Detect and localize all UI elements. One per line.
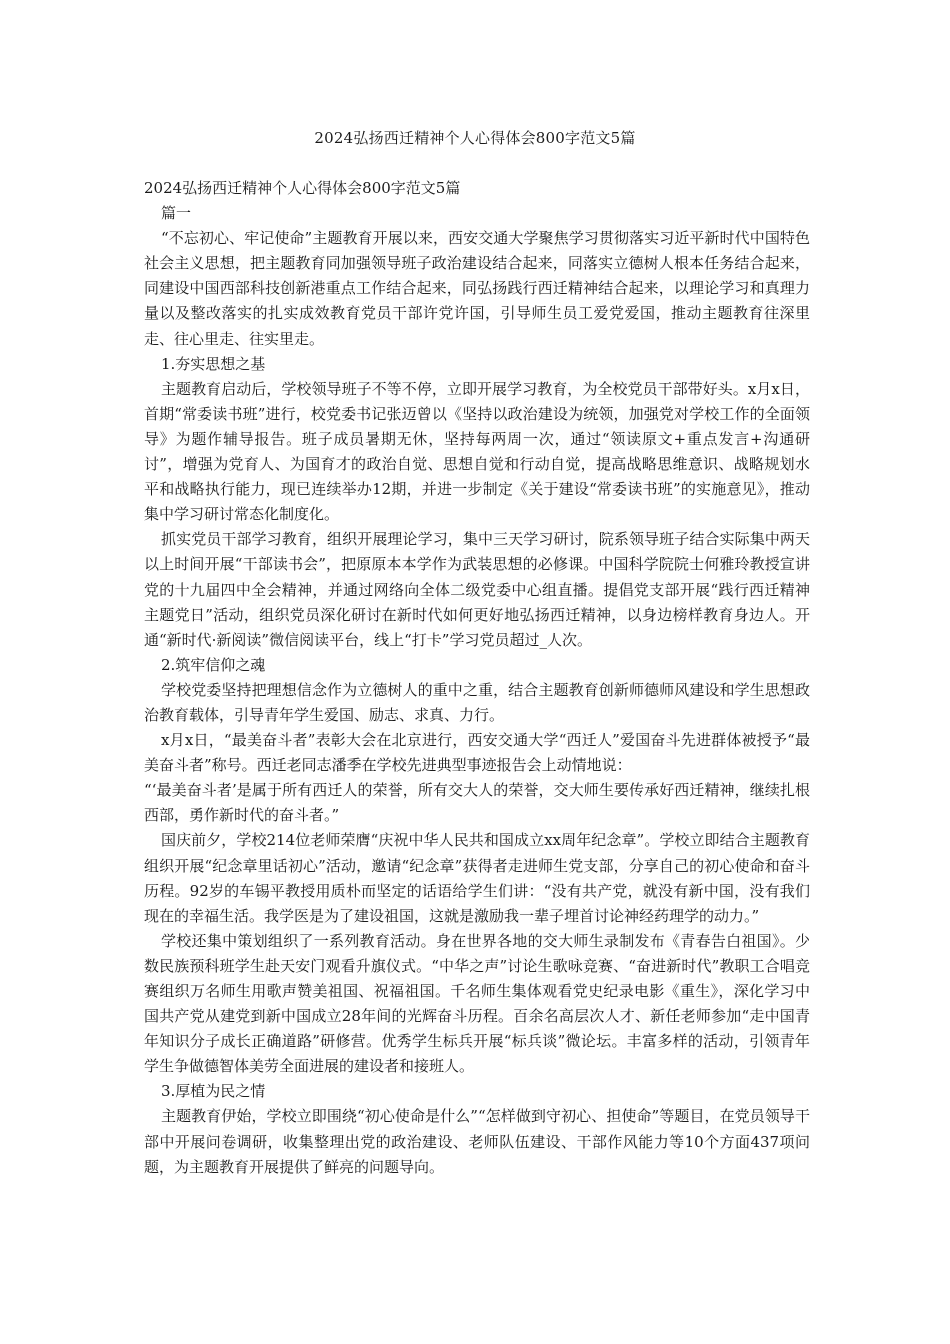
paragraph: 主题教育伊始，学校立即围绕“初心使命是什么”“怎样做到守初心、担使命”等题目，在党员领导干部中开展问卷调研，收集整理出党的政治建设、老师队伍建设、干部作风能力等10个方面437项问题，为主题教育开展提供了鲜亮的问题导向。 — [144, 1107, 810, 1176]
quote-paragraph: “‘最美奋斗者’是属于所有西迁人的荣誉，所有交大人的荣誉，交大师生要传承好西迁精神，继续扎根西部，勇作新时代的奋斗者。” — [144, 781, 810, 825]
paragraph: 学校党委坚持把理想信念作为立德树人的重中之重，结合主题教育创新师德师风建设和学生思想政治教育载体，引导青年学生爱国、励志、求真、力行。 — [144, 680, 810, 724]
paragraph: 主题教育启动后，学校领导班子不等不停，立即开展学习教育，为全校党员干部带好头。x月x日，首期“常委读书班”进行，校党委书记张迈曾以《坚持以政治建设为统领，加强党对学校工作的全面领导》为题作辅导报告。班子成员暑期无休，坚持每两周一次，通过“领读原文+重点发言+沟通研讨”，增强为党育人、为国育才的政治自觉、思想自觉和行动自觉，提高战略思维意识、战略规划水平和战略执行能力，现已连续举办12期，并进一步制定《关于建设“常委读书班”的实施意见》，推动集中学习研讨常态化制度化。 — [144, 379, 810, 524]
paragraph: 抓实党员干部学习教育，组织开展理论学习，集中三天学习研讨，院系领导班子结合实际集中两天以上时间开展“干部读书会”，把原原本本学作为武装思想的必修课。中国科学院院士何雅玲教授宣讲党的十九届四中全会精神，并通过网络向全体二级党委中心组直播。提倡党支部开展“践行西迁精神主题党日”活动，组织党员深化研讨在新时代如何更好地弘扬西迁精神，以身边榜样教育身边人。开通“新时代·新阅读”微信阅读平台，线上“打卡”学习党员超过_人次。 — [144, 530, 810, 649]
subheading: 2.筑牢信仰之魂 — [161, 655, 266, 674]
section-heading: 篇一 — [161, 204, 192, 223]
paragraph: “不忘初心、牢记使命”主题教育开展以来，西安交通大学聚焦学习贯彻落实习近平新时代中国特色社会主义思想，把主题教育同加强领导班子政治建设结合起来，同落实立德树人根本任务结合起来，同建设中国西部科技创新港重点工作结合起来，同弘扬践行西迁精神结合起来，以理论学习和真理力量以及整改落实的扎实成效教育党员干部许党许国，引导师生员工爱党爱国，推动主题教育往深里走、往心里走、往实里走。 — [144, 229, 810, 348]
paragraph: 国庆前夕，学校214位老师荣膺“庆祝中华人民共和国成立xx周年纪念章”。学校立即结合主题教育组织开展“纪念章里话初心”活动，邀请“纪念章”获得者走进师生党支部，分享自己的初心使命和奋斗历程。92岁的车锡平教授用质朴而坚定的话语给学生们讲：“没有共产党，就没有新中国，没有我们现在的幸福生活。我学医是为了建设祖国，这就是激励我一辈子埋首讨论神经药理学的动力。” — [144, 831, 810, 925]
page-title: 2024弘扬西迁精神个人心得体会800字范文5篇 — [314, 129, 636, 147]
document-subtitle: 2024弘扬西迁精神个人心得体会800字范文5篇 — [144, 179, 461, 197]
paragraph: 学校还集中策划组织了一系列教育活动。身在世界各地的交大师生录制发布《青春告白祖国》。少数民族预科班学生赴天安门观看升旗仪式。“中华之声”讨论生歌咏竞赛、“奋进新时代”教职工合唱竞赛组织万名师生用歌声赞美祖国、祝福祖国。千名师生集体观看党史纪录电影《重生》，深化学习中国共产党从建党到新中国成立28年间的光辉奋斗历程。百余名高层次人才、新任老师参加“走中国青年知识分子成长正确道路”研修营。优秀学生标兵开展“标兵谈”微论坛。丰富多样的活动，引领青年学生争做德智体美劳全面进展的建设者和接班人。 — [144, 931, 810, 1076]
subheading: 1.夯实思想之基 — [161, 354, 266, 373]
document-body — [144, 176, 810, 1180]
paragraph: x月x日，“最美奋斗者”表彰大会在北京进行，西安交通大学“西迁人”爱国奋斗先进群体被授予“最美奋斗者”称号。西迁老同志潘季在学校先进典型事迹报告会上动情地说： — [144, 731, 810, 775]
subheading: 3.厚植为民之情 — [161, 1082, 266, 1101]
